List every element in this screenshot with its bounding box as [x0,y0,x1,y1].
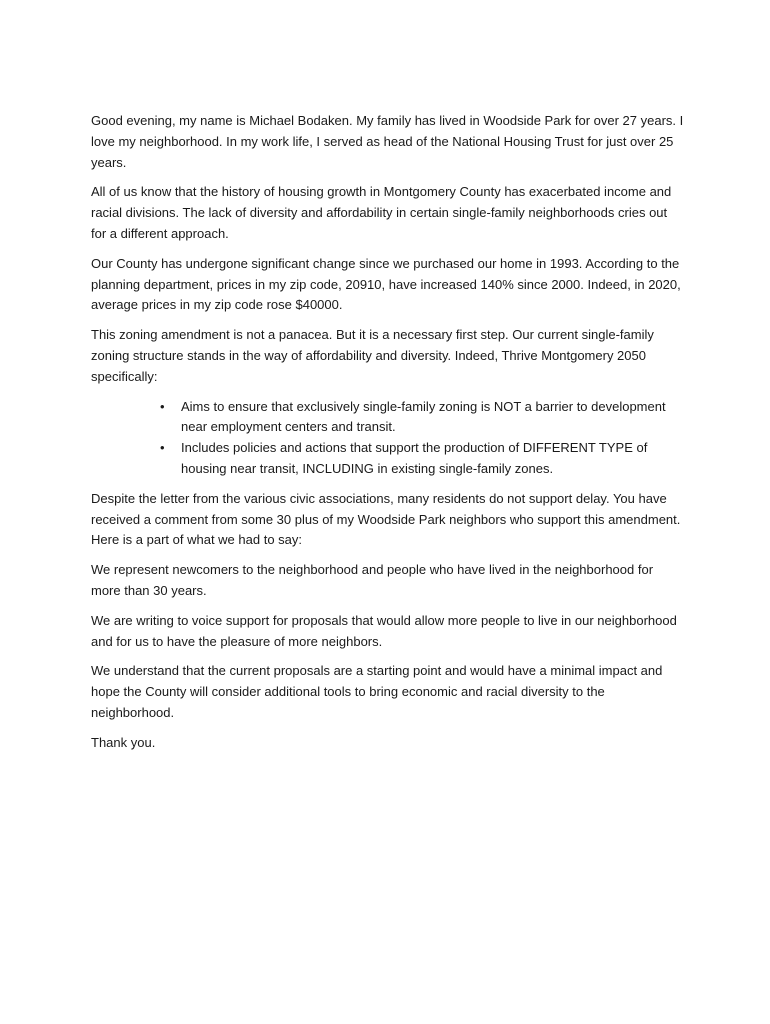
paragraph-quote-newcomers: We represent newcomers to the neighborhood and people who have lived in the neighborhood for more than 30 years. [91,562,654,598]
paragraph-civic-associations: Despite the letter from the various civic associations, many residents do not support delay. You have received a comment from some 30 plus of my Woodside Park neighbors who support this amendment. Here is a part of what we had to say: [91,490,681,548]
paragraph-quote-support: We are writing to voice support for proposals that would allow more people to live in our neighborhood and for us to have the pleasure of more neighbors. [91,612,677,649]
list-item [160,397,685,439]
paragraph-history: All of us know that the history of housing growth in Montgomery County has exacerbated income and racial divisions. The lack of diversity and affordability in certain single-family neighborhoods cries out for a different approach. [91,184,672,241]
list-item-text: Includes policies and actions that support the production of DIFFERENT TYPE of housing near transit, INCLUDING in existing single-family zones. [181,440,648,476]
letter-body [91,111,685,763]
list-item [160,438,685,480]
paragraph-quote-starting-point: We understand that the current proposals are a starting point and would have a minimal impact and hope the County will consider additional tools to bring economic and racial diversity to the neighborhood. [91,663,663,720]
list-item-text: Aims to ensure that exclusively single-family zoning is NOT a barrier to development near employment centers and transit. [181,398,666,435]
paragraph-zoning-amendment: This zoning amendment is not a panacea. But it is a necessary first step. Our current single-family zoning structure stands in the way of affordability and diversity. Indeed, Thrive Montgomery 2050 specifically: [91,327,654,384]
bullet-icon: • [160,440,165,456]
paragraph-county-change: Our County has undergone significant change since we purchased our home in 1993. According to the planning department, prices in my zip code, 20910, have increased 140% since 2000. Indeed, in 2020, average prices in my zip code rose $40000. [91,255,681,313]
thrive-montgomery-list [91,397,685,480]
bullet-icon: • [160,398,165,414]
paragraph-introduction: Good evening, my name is Michael Bodaken. My family has lived in Woodside Park for over 27 years. I love my neighborhood. In my work life, I served as head of the National Housing Trust for just over 25 years. [91,113,684,170]
paragraph-closing: Thank you. [91,734,156,750]
